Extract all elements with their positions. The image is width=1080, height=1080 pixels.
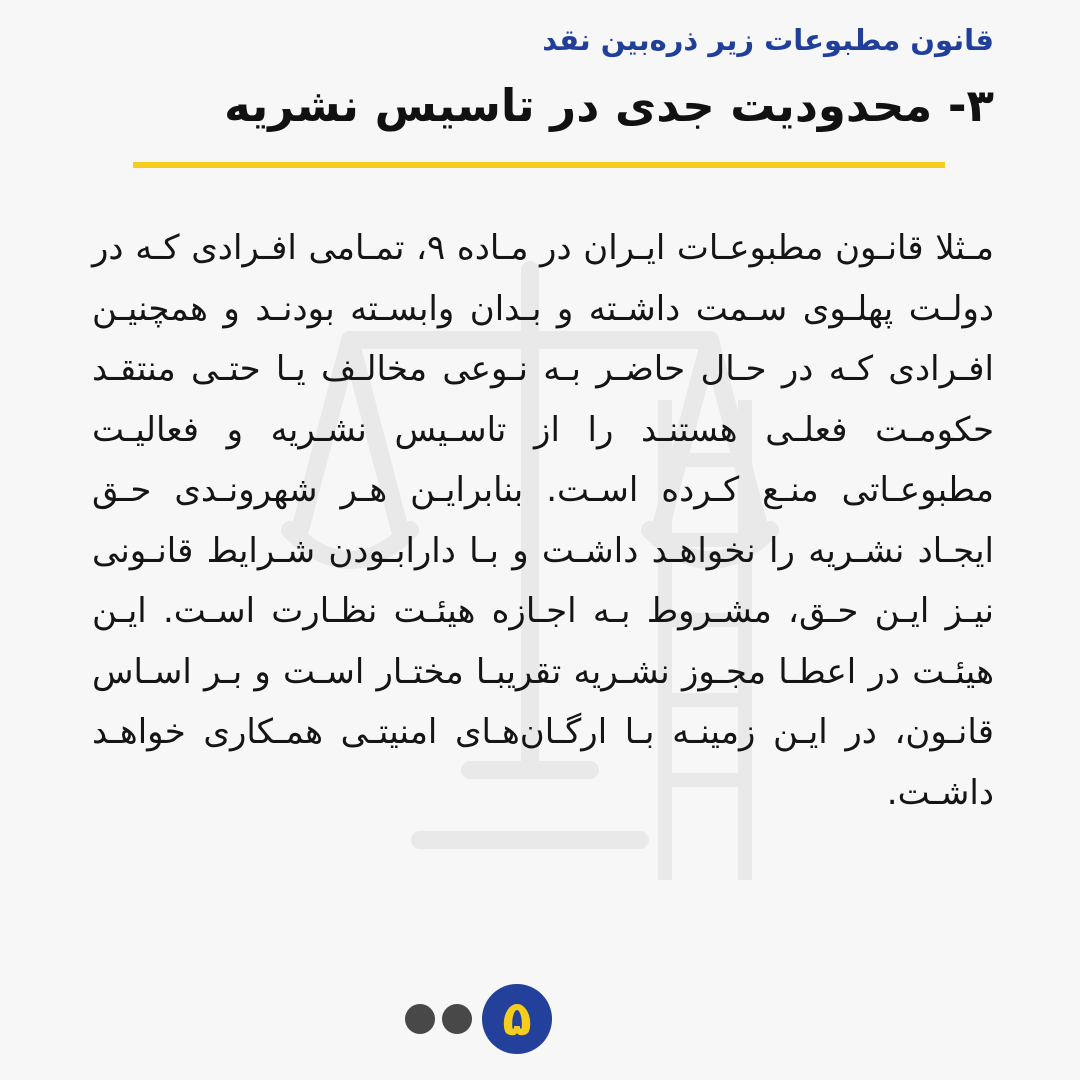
- body-text: مـثلا قانـون مطبوعـات ایـران در مـاده ۹، تمـامی افـرادی کـه در دولـت پهلـوی سـمت داشـته و بـدان وابسـته بودنـد و همچنیـن افـرادی کـه در حـال حاضـر بـه نـوعی مخالـف یـا حتـی منتقـد حکومـت فعلـی هستنـد را از تاسـیس نشـریه و فعالیـت مطبوعـاتی منـع کـرده اسـت. بنابرایـن هـر شهرونـدی حـق ایجـاد نشـریه را نخواهـد داشـت و بـا دارابـودن شـرایط قانـونی نیـز ایـن حـق، مشـروط بـه اجـازه هیئـت نظـارت اسـت. ایـن هیئـت در اعطـا مجـوز نشـریه تقریبـا مختـار اسـت و بـر اسـاس قانـون، در ایـن زمینـه بـا ارگـان‌هـای امنیتـی همـکاری خواهـد داشـت.: [92, 228, 994, 813]
- slide-title: ۳- محدودیت جدی در تاسیس نشریه: [224, 79, 994, 132]
- current-page-badge: ۵: [482, 984, 552, 1054]
- page-dot: [405, 1004, 435, 1034]
- series-title: قانون مطبوعات زیر ذره‌بین نقد: [542, 23, 994, 57]
- title-divider: [133, 162, 945, 168]
- page-dot: [442, 1004, 472, 1034]
- pagination-indicator: [405, 983, 552, 1055]
